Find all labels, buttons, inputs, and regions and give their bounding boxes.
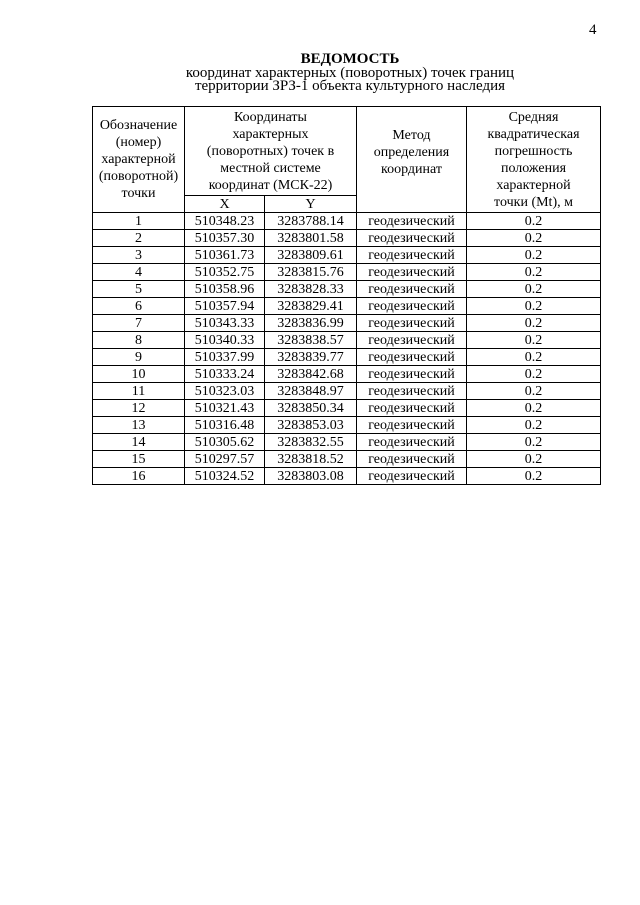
cell-number: 14 [93,434,185,451]
cell-number: 2 [93,230,185,247]
cell-method: геодезический [357,298,467,315]
cell-x: 510361.73 [185,247,265,264]
cell-method: геодезический [357,349,467,366]
cell-method: геодезический [357,451,467,468]
table-row [93,298,601,315]
table-row [93,213,601,230]
cell-method: геодезический [357,366,467,383]
cell-x: 510297.57 [185,451,265,468]
title-main: ВЕДОМОСТЬ [300,51,400,67]
cell-y: 3283815.76 [265,264,357,281]
cell-error: 0.2 [467,332,601,349]
cell-y: 3283838.57 [265,332,357,349]
header-point-number: Обозначение (номер) характерной (поворотной) точки [93,107,185,213]
cell-y: 3283803.08 [265,468,357,485]
header-x: X [185,196,265,213]
cell-error: 0.2 [467,264,601,281]
cell-method: геодезический [357,400,467,417]
cell-error: 0.2 [467,298,601,315]
cell-error: 0.2 [467,230,601,247]
cell-method: геодезический [357,315,467,332]
title-line-2: территории ЗРЗ-1 объекта культурного наследия [194,78,506,94]
cell-error: 0.2 [467,213,601,230]
cell-error: 0.2 [467,417,601,434]
cell-number: 6 [93,298,185,315]
document-title [150,52,550,93]
cell-error: 0.2 [467,468,601,485]
cell-error: 0.2 [467,247,601,264]
page-number: 4 [589,22,597,38]
header-y: Y [265,196,357,213]
cell-error: 0.2 [467,383,601,400]
header-coordinates: Координаты характерных (поворотных) точек в местной системе координат (МСК-22) [185,107,357,196]
table-row [93,417,601,434]
cell-error: 0.2 [467,366,601,383]
cell-method: геодезический [357,281,467,298]
cell-x: 510323.03 [185,383,265,400]
cell-y: 3283839.77 [265,349,357,366]
title-line-1: координат характерных (поворотных) точек границ [185,65,515,81]
cell-number: 1 [93,213,185,230]
cell-method: геодезический [357,468,467,485]
cell-error: 0.2 [467,315,601,332]
cell-error: 0.2 [467,434,601,451]
table-row [93,451,601,468]
table-row [93,281,601,298]
cell-x: 510333.24 [185,366,265,383]
cell-x: 510324.52 [185,468,265,485]
table-row [93,332,601,349]
cell-x: 510357.30 [185,230,265,247]
cell-number: 3 [93,247,185,264]
cell-number: 11 [93,383,185,400]
coordinates-table [92,106,601,485]
cell-method: геодезический [357,230,467,247]
cell-x: 510340.33 [185,332,265,349]
cell-error: 0.2 [467,349,601,366]
cell-y: 3283850.34 [265,400,357,417]
table-row [93,349,601,366]
cell-number: 7 [93,315,185,332]
cell-x: 510348.23 [185,213,265,230]
cell-number: 15 [93,451,185,468]
table-row [93,400,601,417]
cell-number: 13 [93,417,185,434]
table-row [93,434,601,451]
cell-x: 510337.99 [185,349,265,366]
cell-y: 3283809.61 [265,247,357,264]
cell-method: геодезический [357,213,467,230]
cell-method: геодезический [357,264,467,281]
header-method: Метод определения координат [357,107,467,213]
cell-method: геодезический [357,417,467,434]
table-row [93,230,601,247]
cell-number: 10 [93,366,185,383]
cell-x: 510357.94 [185,298,265,315]
table-row [93,315,601,332]
cell-number: 12 [93,400,185,417]
cell-number: 9 [93,349,185,366]
cell-x: 510343.33 [185,315,265,332]
cell-method: геодезический [357,383,467,400]
cell-error: 0.2 [467,451,601,468]
table-row [93,366,601,383]
header-error: Средняя квадратическая погрешность положения характерной точки (Mt), м [467,107,601,213]
cell-method: геодезический [357,247,467,264]
cell-x: 510352.75 [185,264,265,281]
cell-number: 5 [93,281,185,298]
cell-x: 510305.62 [185,434,265,451]
cell-x: 510358.96 [185,281,265,298]
cell-x: 510321.43 [185,400,265,417]
table-row [93,468,601,485]
cell-number: 16 [93,468,185,485]
cell-y: 3283848.97 [265,383,357,400]
cell-x: 510316.48 [185,417,265,434]
cell-y: 3283842.68 [265,366,357,383]
cell-y: 3283788.14 [265,213,357,230]
table-row [93,264,601,281]
cell-method: геодезический [357,434,467,451]
cell-number: 8 [93,332,185,349]
cell-error: 0.2 [467,281,601,298]
cell-method: геодезический [357,332,467,349]
table-row [93,247,601,264]
cell-y: 3283818.52 [265,451,357,468]
cell-y: 3283853.03 [265,417,357,434]
cell-number: 4 [93,264,185,281]
table-row [93,383,601,400]
cell-y: 3283836.99 [265,315,357,332]
cell-y: 3283832.55 [265,434,357,451]
cell-y: 3283801.58 [265,230,357,247]
cell-error: 0.2 [467,400,601,417]
cell-y: 3283828.33 [265,281,357,298]
cell-y: 3283829.41 [265,298,357,315]
